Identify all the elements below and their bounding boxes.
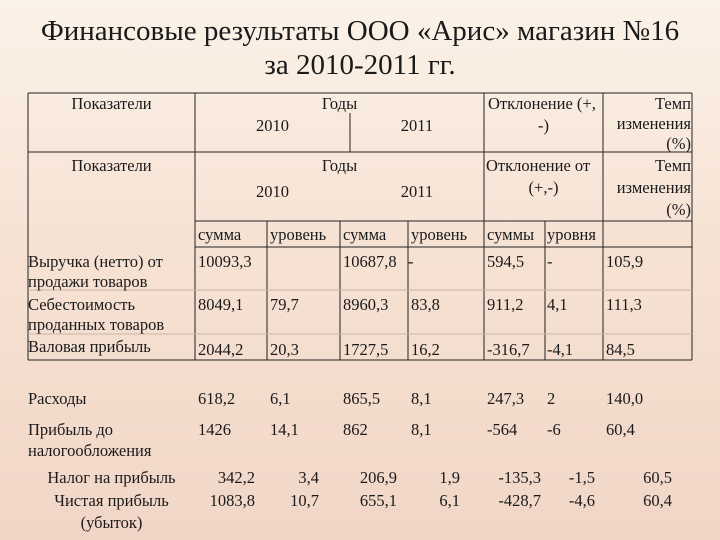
cell-level-2010: 14,1 <box>270 420 299 439</box>
subheader-level-2010: уровень <box>270 225 327 244</box>
header2-rate-line3: (%) <box>666 200 691 219</box>
cell-sum-2011: 206,9 <box>359 468 397 487</box>
title-line-1: Финансовые результаты ООО «Арис» магазин №16 <box>40 15 680 47</box>
cell-dev-sum: 911,2 <box>487 295 524 314</box>
cell-sum-2010: 2044,2 <box>198 340 244 359</box>
cell-level-2010: 3,4 <box>298 468 319 487</box>
row-label-line1: Налог на прибыль <box>47 468 176 487</box>
cell-level-2011: 16,2 <box>411 340 440 359</box>
row-label-line1: Прибыль до <box>28 420 114 439</box>
cell-sum-2010: 1083,8 <box>209 491 255 510</box>
row-label-line2: продажи товаров <box>28 272 148 291</box>
cell-sum-2011: 865,5 <box>343 389 381 408</box>
cell-level-2011: 83,8 <box>411 295 440 314</box>
header1-rate-line2: изменения <box>616 114 691 133</box>
cell-rate: 60,4 <box>643 491 672 510</box>
cell-dev-level: 4,1 <box>547 295 568 314</box>
cell-level-2011: 6,1 <box>439 491 460 510</box>
header1-year-2011: 2011 <box>400 116 434 135</box>
cell-level-2010: 79,7 <box>270 295 299 314</box>
row-label-line2: (убыток) <box>80 513 143 532</box>
header1-rate-line1: Темп <box>654 94 691 113</box>
header2-year-2011: 2011 <box>400 182 434 201</box>
header1-deviation-line2: -) <box>538 116 549 135</box>
cell-sum-2010: 618,2 <box>198 389 236 408</box>
cell-rate: 60,4 <box>606 420 635 439</box>
subheader-dev-sum: суммы <box>487 225 535 244</box>
row-label-line2: налогообложения <box>28 441 152 460</box>
cell-sum-2010: 342,2 <box>217 468 255 487</box>
cell-level-2010: 20,3 <box>270 340 299 359</box>
header2-indicators: Показатели <box>71 156 152 175</box>
cell-rate: 60,5 <box>643 468 672 487</box>
cell-rate: 111,3 <box>606 295 642 314</box>
cell-sum-2011: 1727,5 <box>343 340 389 359</box>
cell-dev-level: -6 <box>547 420 561 439</box>
header2-years: Годы <box>321 156 358 175</box>
subheader-sum-2011: сумма <box>343 225 387 244</box>
row-label-line1: Валовая прибыль <box>28 337 151 356</box>
row-label-line1: Чистая прибыль <box>54 491 169 510</box>
cell-dev-sum: 247,3 <box>487 389 525 408</box>
cell-level-2011: 1,9 <box>439 468 460 487</box>
cell-sum-2010: 8049,1 <box>198 295 244 314</box>
cell-rate: 140,0 <box>606 389 644 408</box>
header1-rate-line3: (%) <box>666 134 691 153</box>
cell-sum-2011: 10687,8 <box>343 252 397 271</box>
cell-sum-2011: 655,1 <box>359 491 397 510</box>
cell-sum-2010: 10093,3 <box>198 252 252 271</box>
cell-sum-2011: 8960,3 <box>343 295 389 314</box>
subheader-level-2011: уровень <box>411 225 468 244</box>
cell-level-2010: 10,7 <box>290 491 319 510</box>
header2-rate-line1: Темп <box>654 156 691 175</box>
cell-rate: 105,9 <box>606 252 644 271</box>
row-label-line1: Расходы <box>28 389 87 408</box>
row-label-line1: Себестоимость <box>28 295 136 314</box>
cell-dev-level: 2 <box>547 389 556 408</box>
cell-dev-sum: -135,3 <box>498 468 541 487</box>
header1-deviation-line1: Отклонение (+, <box>488 94 596 113</box>
cell-dev-sum: -316,7 <box>487 340 530 359</box>
cell-dev-level: - <box>547 252 553 271</box>
cell-dev-sum: -428,7 <box>498 491 541 510</box>
cell-level-2011: - <box>408 252 414 271</box>
cell-sum-2011: 862 <box>343 420 368 439</box>
page-title <box>0 14 720 82</box>
cell-dev-level: -1,5 <box>568 468 595 487</box>
subheader-sum-2010: сумма <box>198 225 242 244</box>
cell-rate: 84,5 <box>606 340 635 359</box>
header2-deviation-line2: (+,-) <box>528 178 559 197</box>
cell-level-2011: 8,1 <box>411 420 432 439</box>
cell-level-2010: 6,1 <box>270 389 291 408</box>
header1-indicators: Показатели <box>71 94 152 113</box>
header2-year-2010: 2010 <box>256 182 289 201</box>
cell-sum-2010: 1426 <box>198 420 231 439</box>
cell-dev-level: -4,1 <box>547 340 574 359</box>
header2-deviation-line1: Отклонение от <box>486 156 591 175</box>
subheader-dev-level: уровня <box>547 225 596 244</box>
header1-year-2010: 2010 <box>256 116 289 135</box>
row-label-line1: Выручка (нетто) от <box>28 252 163 271</box>
cell-level-2011: 8,1 <box>411 389 432 408</box>
header2-rate-line2: изменения <box>616 178 691 197</box>
cell-dev-level: -4,6 <box>568 491 595 510</box>
header1-years: Годы <box>321 94 358 113</box>
title-line-2: за 2010-2011 гг. <box>264 49 456 81</box>
cell-dev-sum: -564 <box>487 420 518 439</box>
cell-dev-sum: 594,5 <box>487 252 525 271</box>
row-label-line2: проданных товаров <box>28 315 165 334</box>
